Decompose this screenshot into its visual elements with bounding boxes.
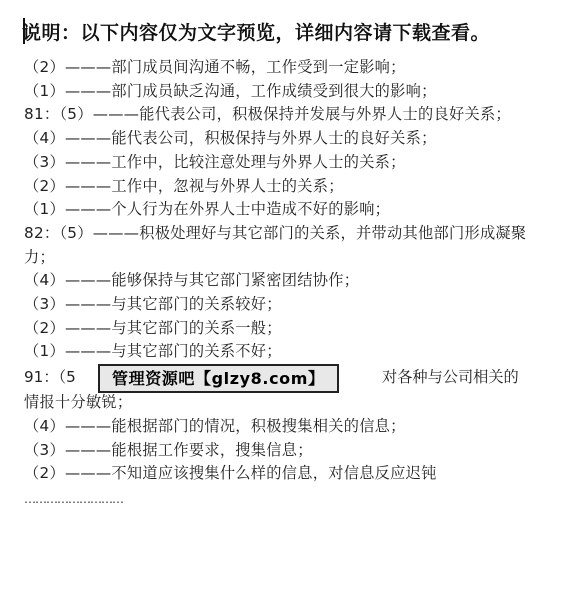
- text-line: （3）———能根据工作要求，搜集信息；: [24, 440, 313, 459]
- text-line: （2）———不知道应该搜集什么样的信息，对信息反应迟钝: [24, 464, 437, 483]
- text-line: （2）———与其它部门的关系一般；: [24, 318, 282, 337]
- truncation-ellipsis: ………………………: [24, 491, 123, 506]
- text-line-91: [24, 364, 554, 391]
- text-line: （3）———与其它部门的关系较好；: [24, 295, 282, 314]
- site-watermark-badge: 管理资源吧【glzy8.com】: [98, 364, 339, 393]
- text-line: （4）———能代表公司，积极保持与外界人士的良好关系；: [24, 129, 437, 148]
- text-line: （4）———能根据部门的情况，积极搜集相关的信息；: [24, 416, 406, 435]
- text-line: （3）———工作中，比较注意处理与外界人士的关系；: [24, 152, 406, 171]
- line-91-suffix: 对各种与公司相关的: [382, 368, 519, 387]
- text-line: 82：（5）———积极处理好与其它部门的关系，并带动其他部门形成凝聚力；: [24, 223, 527, 266]
- text-line: （4）———能够保持与其它部门紧密团结协作；: [24, 271, 360, 290]
- text-line: （1）———与其它部门的关系不好；: [24, 342, 282, 361]
- document-body: [24, 56, 554, 506]
- text-line: （1）———部门成员缺乏沟通，工作成绩受到很大的影响；: [24, 81, 437, 100]
- preview-notice: 说明：以下内容仅为文字预览，详细内容请下载查看。: [22, 22, 491, 44]
- text-line: 81：（5）———能代表公司，积极保持并发展与外界人士的良好关系；: [24, 105, 511, 124]
- line-91-prefix: 91：（5: [24, 368, 76, 387]
- text-line: （1）———个人行为在外界人士中造成不好的影响；: [24, 200, 391, 219]
- text-line: （2）———工作中，忽视与外界人士的关系；: [24, 176, 344, 195]
- text-line: （2）———部门成员间沟通不畅，工作受到一定影响；: [24, 58, 406, 76]
- line-91-continuation: 情报十分敏锐；: [24, 393, 133, 412]
